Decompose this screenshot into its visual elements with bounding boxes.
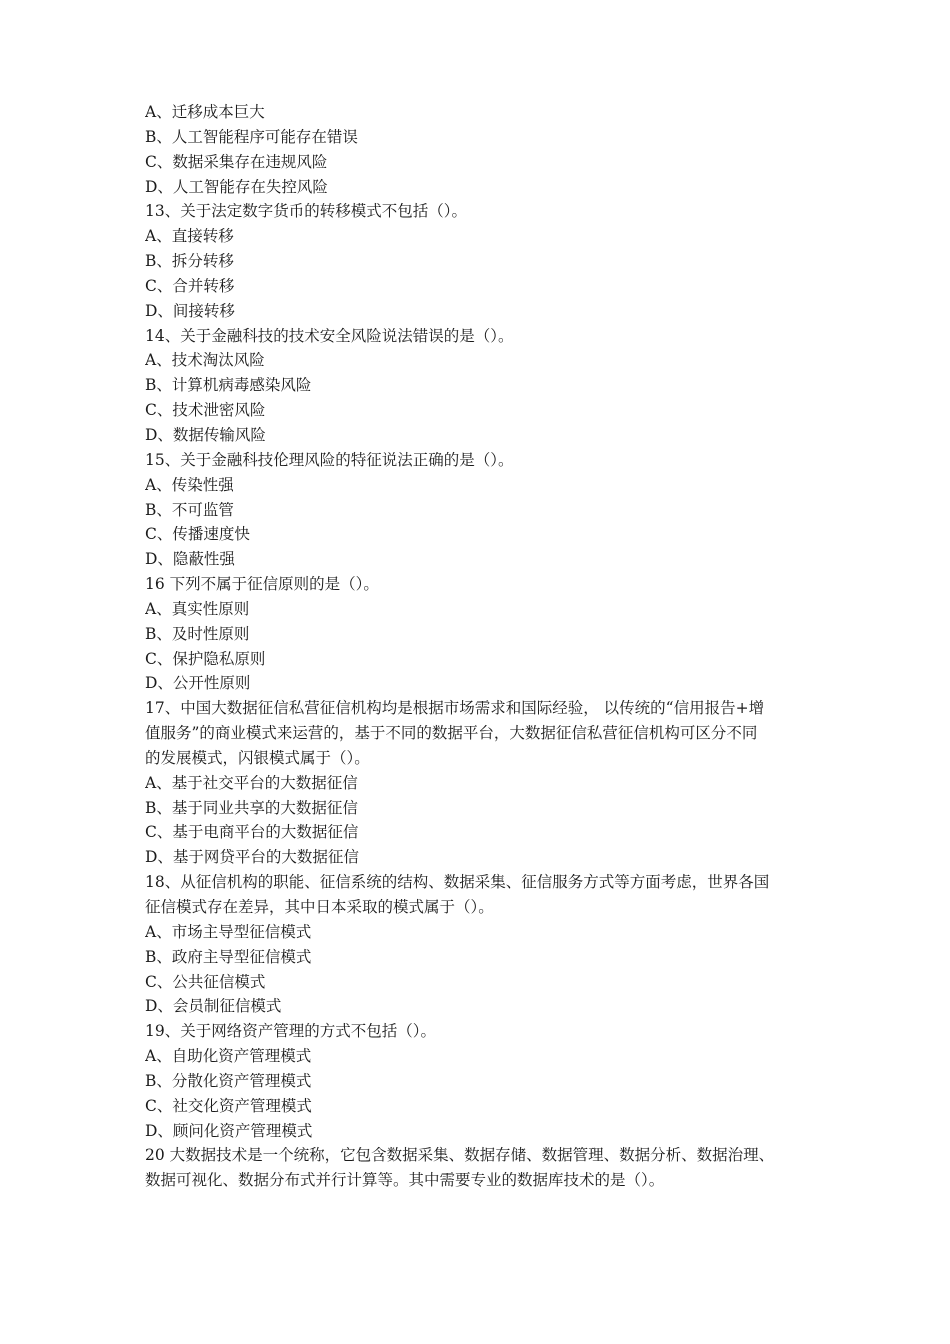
text-line: A、真实性原则 — [145, 599, 250, 618]
text-line: D、间接转移 — [145, 301, 235, 320]
text-line: A、基于社交平台的大数据征信 — [145, 773, 358, 792]
text-line: 16 下列不属于征信原则的是（）。 — [145, 575, 379, 594]
text-line: C、社交化资产管理模式 — [145, 1096, 312, 1115]
text-line: 征信模式存在差异，其中日本采取的模式属于（）。 — [145, 898, 494, 916]
text-line: D、数据传输风险 — [145, 425, 266, 444]
text-line: A、技术淘汰风险 — [145, 351, 265, 370]
text-line: D、隐蔽性强 — [145, 550, 235, 569]
text-line: 19、关于网络资产管理的方式不包括（）。 — [145, 1022, 436, 1041]
text-line: B、不可监管 — [145, 500, 234, 519]
text-line: A、传染性强 — [145, 475, 234, 494]
text-line: A、自助化资产管理模式 — [145, 1047, 312, 1066]
text-line: A、市场主导型征信模式 — [145, 922, 312, 941]
text-line: D、公开性原则 — [145, 674, 251, 693]
text-line: 15、关于金融科技伦理风险的特征说法正确的是（）。 — [145, 450, 514, 469]
text-line: B、分散化资产管理模式 — [145, 1071, 312, 1090]
text-line: D、顾问化资产管理模式 — [145, 1121, 313, 1140]
text-line: D、人工智能存在失控风险 — [145, 177, 328, 196]
text-line: 14、关于金融科技的技术安全风险说法错误的是（）。 — [145, 326, 514, 345]
text-line: B、基于同业共享的大数据征信 — [145, 798, 358, 817]
text-line: B、政府主导型征信模式 — [145, 947, 312, 966]
text-line: A、直接转移 — [145, 227, 234, 246]
text-line: C、传播速度快 — [145, 525, 250, 544]
text-line: B、拆分转移 — [145, 252, 234, 271]
document-body — [145, 100, 825, 1193]
text-line: C、技术泄密风险 — [145, 401, 266, 420]
text-line: C、数据采集存在违规风险 — [145, 152, 328, 171]
text-line: D、会员制征信模式 — [145, 997, 282, 1016]
text-line: 17、中国大数据征信私营征信机构均是根据市场需求和国际经验， 以传统的“信用报告+增 — [145, 699, 765, 718]
text-line: C、公共征信模式 — [145, 972, 266, 991]
text-line: 20 大数据技术是一个统称，它包含数据采集、数据存储、数据管理、数据分析、数据治理、 — [145, 1146, 775, 1165]
text-line: C、保护隐私原则 — [145, 649, 266, 668]
text-line: D、基于网贷平台的大数据征信 — [145, 848, 359, 867]
text-line: 18、从征信机构的职能、征信系统的结构、数据采集、征信服务方式等方面考虑，世界各国 — [145, 873, 770, 892]
text-line: 的发展模式，闪银模式属于（）。 — [145, 748, 370, 767]
text-line: 值服务”的商业模式来运营的，基于不同的数据平台，大数据征信私营征信机构可区分不同 — [145, 724, 758, 743]
text-line: A、迁移成本巨大 — [145, 103, 265, 121]
text-line: B、人工智能程序可能存在错误 — [145, 127, 358, 146]
text-line: 13、关于法定数字货币的转移模式不包括（）。 — [145, 202, 467, 221]
text-line: B、计算机病毒感染风险 — [145, 376, 312, 395]
text-line: C、基于电商平台的大数据征信 — [145, 823, 359, 842]
text-line: C、合并转移 — [145, 276, 235, 295]
text-line: B、及时性原则 — [145, 624, 250, 643]
text-line: 数据可视化、数据分布式并行计算等。其中需要专业的数据库技术的是（）。 — [145, 1171, 665, 1190]
